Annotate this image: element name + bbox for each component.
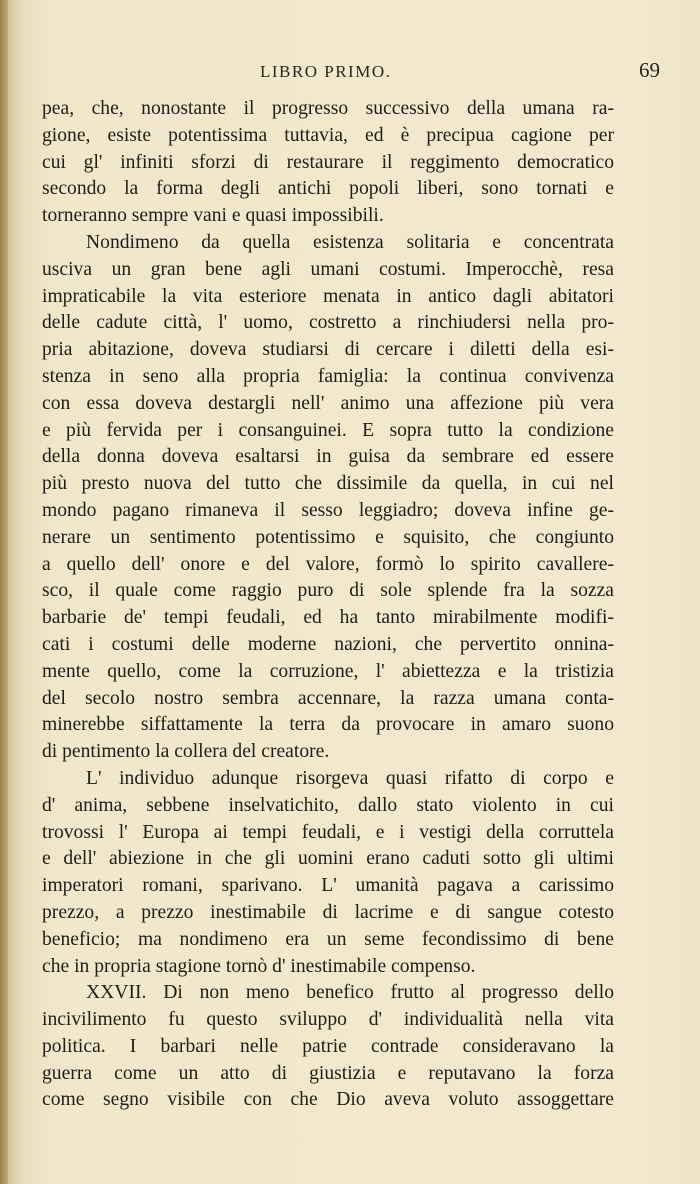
text-line: pea, che, nonostante il progresso successivo della umana ra- [42,98,614,119]
text-line: Nondimeno da quella esistenza solitaria e concentrata [86,231,614,253]
text-line: trovossi l' Europa ai tempi feudali, e i vestigi della corruttela [42,821,614,843]
text-line: mente quello, come la corruzione, l' abiettezza e la tristizia [42,660,614,682]
running-head: LIBRO PRIMO. [260,62,392,81]
text-line: del secolo nostro sembra accennare, la razza umana conta- [42,687,614,709]
page-gutter-shadow [0,0,8,1184]
text-line: usciva un gran bene agli umani costumi. Imperocchè, resa [42,258,614,280]
text-line: incivilimento fu questo sviluppo d' individualità nella vita [42,1009,614,1031]
text-line: L' individuo adunque risorgeva quasi rifatto di corpo e [86,767,614,789]
page-number: 69 [639,58,660,82]
text-line: di pentimento la collera del creatore. [42,741,330,763]
text-line: pria abitazione, doveva studiarsi di cercare i diletti della esi- [42,339,614,361]
text-line: sco, il quale come raggio puro di sole splende fra la sozza [42,580,614,602]
text-line: prezzo, a prezzo inestimabile di lacrime e di sangue cotesto [42,901,614,923]
text-line: torneranno sempre vani e quasi impossibili. [42,205,384,227]
text-line: d' anima, sebbene inselvatichito, dallo stato violento in cui [42,794,614,816]
text-line: cati i costumi delle moderne nazioni, che pervertito onnina- [42,633,614,655]
text-line: più presto nuova del tutto che dissimile da quella, in cui nel [42,473,614,495]
text-line: con essa doveva destargli nell' animo una affezione più vera [42,392,614,414]
text-line: imperatori romani, sparivano. L' umanità pagava a carissimo [42,875,614,897]
text-line: come segno visibile con che Dio aveva voluto assoggettare [42,1089,614,1111]
body-text [42,96,614,1114]
text-line: stenza in seno alla propria famiglia: la continua convivenza [42,365,614,387]
text-line: politica. I barbari nelle patrie contrade consideravano la [42,1035,614,1057]
text-line: delle cadute città, l' uomo, costretto a rinchiudersi nella pro- [42,312,614,334]
text-line: secondo la forma degli antichi popoli liberi, sono tornati e [42,178,614,200]
text-line: mondo pagano rimaneva il sesso leggiadro; doveva infine ge- [42,499,614,521]
text-line: e dell' abiezione in che gli uomini erano caduti sotto gli ultimi [42,848,614,870]
text-line: gione, esiste potentissima tuttavia, ed è precipua cagione per [42,124,614,146]
text-line: impraticabile la vita esteriore menata in antico dagli abitatori [42,285,614,307]
text-line: a quello dell' onore e del valore, formò lo spirito cavallere- [42,553,614,575]
text-line: nerare un sentimento potentissimo e squisito, che congiunto [42,526,614,548]
text-line: che in propria stagione tornò d' inestimabile compenso. [42,955,476,977]
text-line: XXVII. Di non meno benefico frutto al progresso dello [86,982,614,1004]
text-line: della donna doveva esaltarsi in guisa da sembrare ed essere [42,446,614,468]
text-line: guerra come un atto di giustizia e reputavano la forza [42,1062,614,1084]
text-line: cui gl' infiniti sforzi di restaurare il reggimento democratico [42,151,614,173]
text-line: e più fervida per i consanguinei. E sopra tutto la condizione [42,419,614,441]
text-line: barbarie de' tempi feudali, ed ha tanto mirabilmente modifi- [42,607,614,629]
text-line: minerebbe siffattamente la terra da provocare in amaro suono [42,714,614,736]
text-line: beneficio; ma nondimeno era un seme fecondissimo di bene [42,928,614,950]
